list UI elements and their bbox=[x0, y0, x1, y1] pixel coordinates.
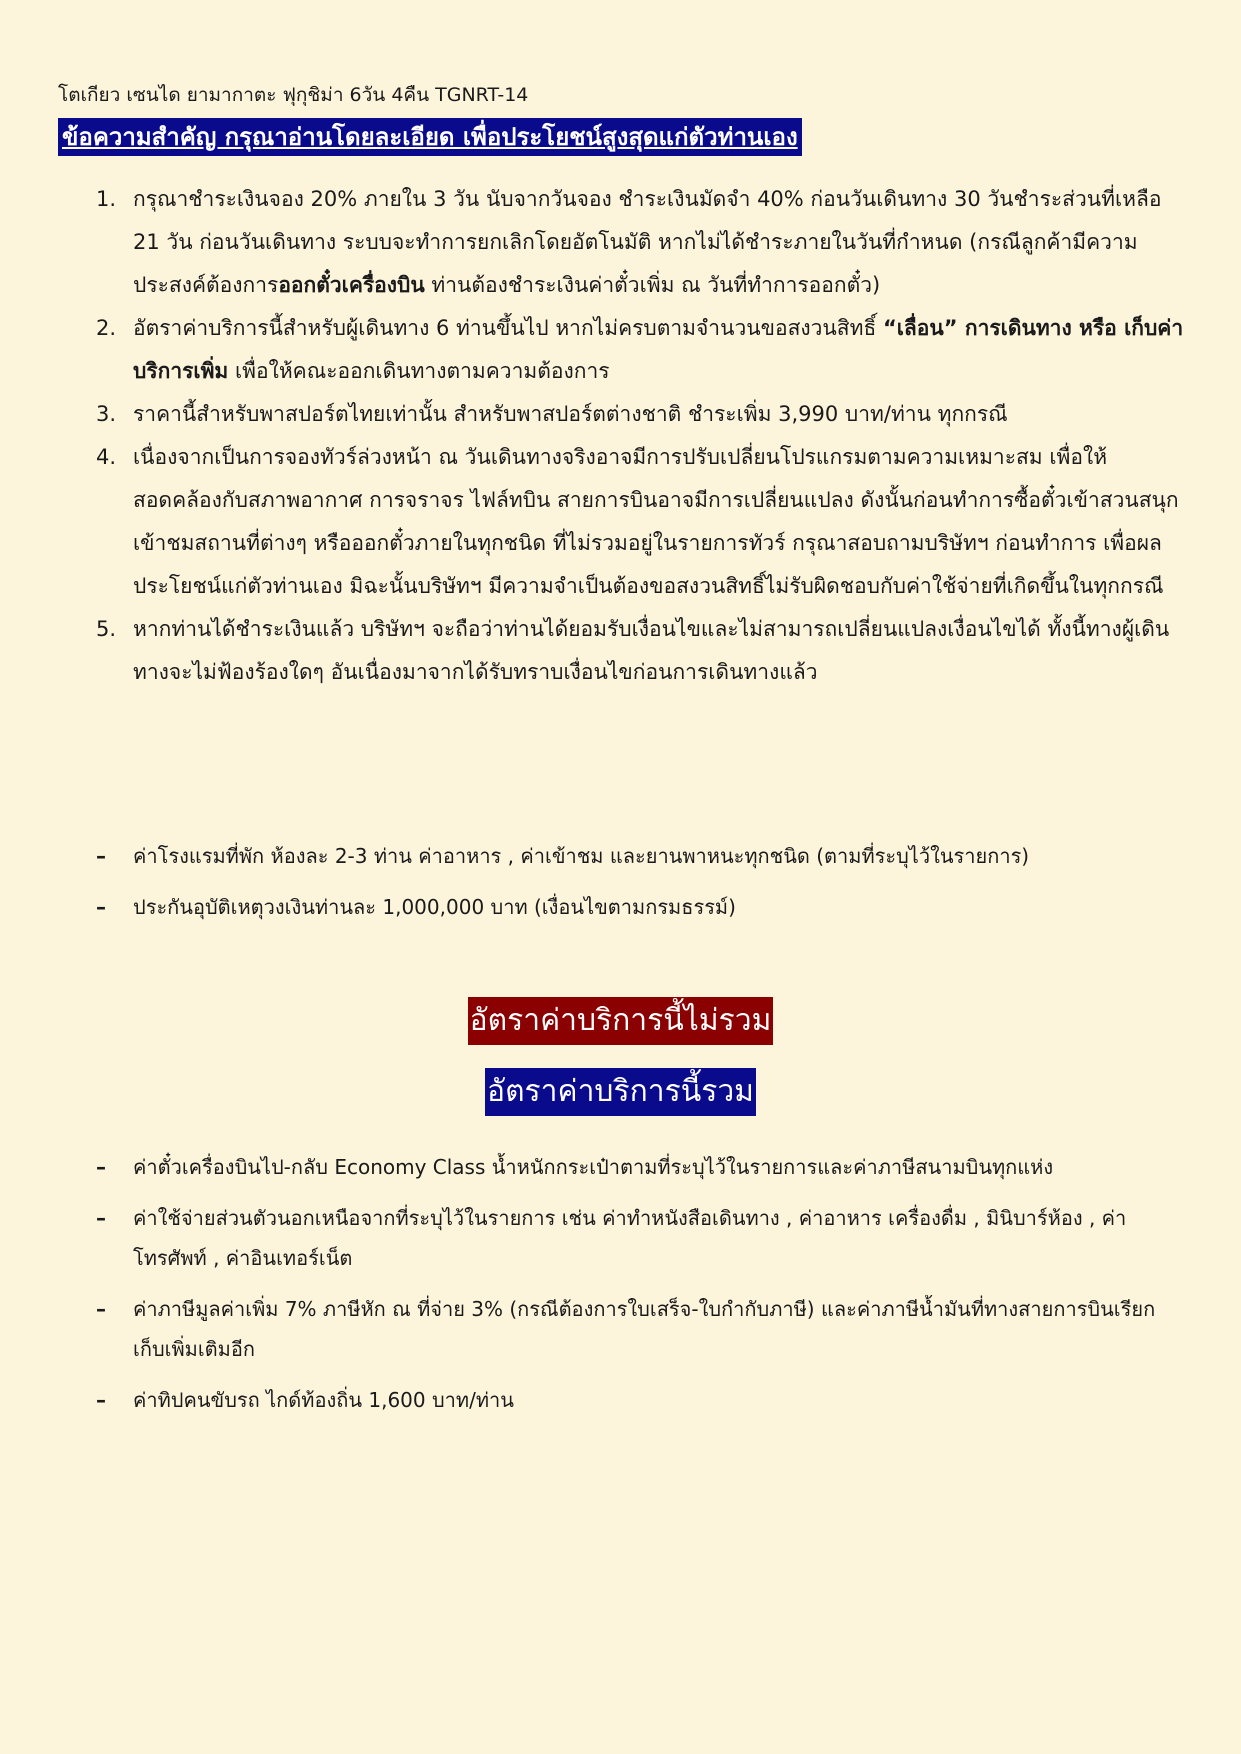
list-item-text: ค่าใช้จ่ายส่วนตัวนอกเหนือจากที่ระบุไว้ในรายการ เช่น ค่าทำหนังสือเดินทาง , ค่าอาหาร เครื่องดื่ม , มินิบาร์ห้อง , ค่าโทรศัพท์ , ค่าอินเทอร์เน็ต bbox=[133, 1206, 1127, 1270]
list-item-text: ค่าโรงแรมที่พัก ห้องละ 2-3 ท่าน ค่าอาหาร , ค่าเข้าชม และยานพาหนะทุกชนิด (ตามที่ระบุไว้ในรายการ) bbox=[133, 844, 1030, 868]
not-included-title: อัตราค่าบริการนี้ไม่รวม bbox=[468, 997, 774, 1045]
notice-bold-text: “เลื่อน” การเดินทาง หรือ เก็บค่าบริการเพิ่ม bbox=[133, 316, 1184, 383]
list-item bbox=[96, 1198, 1186, 1278]
notice-text: ท่านต้องชำระเงินค่าตั๋วเพิ่ม ณ วันที่ทำการออกตั๋ว) bbox=[424, 273, 881, 297]
list-item-text: ค่าภาษีมูลค่าเพิ่ม 7% ภาษีหัก ณ ที่จ่าย 3% (กรณีต้องการใบเสร็จ-ใบกำกับภาษี) และค่าภาษีน้ำมันที่ทางสายการบินเรียกเก็บเพิ่มเติมอีก bbox=[133, 1297, 1156, 1361]
excluded-list bbox=[96, 1147, 1186, 1431]
notice-text: เนื่องจากเป็นการจองทัวร์ล่วงหน้า ณ วันเดินทางจริงอาจมีการปรับเปลี่ยนโปรแกรมตามความเหมาะสม เพื่อให้สอดคล้องกับสภาพอากาศ การจราจร ไฟล์ทบิน สายการบินอาจมีการเปลี่ยนแปลง ดังนั้นก่อนทำการซื้อตั๋วเข้าสวนสนุก เข้าชมสถานที่ต่างๆ หรือออกตั๋วภายในทุกชนิด ที่ไม่รวมอยู่ในรายการทัวร์ กรุณาสอบถามบริษัทฯ ก่อนทำการ เพื่อผลประโยชน์แก่ตัวท่านเอง มิฉะนั้นบริษัทฯ มีความจำเป็นต้องขอสงวนสิทธิ์ไม่รับผิดชอบกับค่าใช้จ่ายที่เกิดขึ้นในทุกกรณี bbox=[133, 445, 1179, 598]
dash-bullet: – bbox=[96, 844, 106, 868]
notice-item-4 bbox=[96, 436, 1186, 608]
notice-text: ราคานี้สำหรับพาสปอร์ตไทยเท่านั้น สำหรับพาสปอร์ตต่างชาติ ชำระเพิ่ม 3,990 บาท/ท่าน ทุกกรณี bbox=[133, 402, 1008, 426]
notice-list bbox=[96, 178, 1186, 694]
included-title-wrap bbox=[0, 1068, 1241, 1116]
notice-item-5 bbox=[96, 608, 1186, 694]
notice-item-3 bbox=[96, 393, 1186, 436]
dash-bullet: – bbox=[96, 1297, 106, 1321]
notice-text: อัตราค่าบริการนี้สำหรับผู้เดินทาง 6 ท่านขึ้นไป หากไม่ครบตามจำนวนขอสงวนสิทธิ์ bbox=[133, 316, 883, 340]
list-item bbox=[96, 887, 1186, 927]
notice-text: เพื่อให้คณะออกเดินทางตามความต้องการ bbox=[228, 359, 610, 383]
dash-bullet: – bbox=[96, 1388, 106, 1412]
list-item-text: ค่าตั๋วเครื่องบินไป-กลับ Economy Class น้ำหนักกระเป๋าตามที่ระบุไว้ในรายการและค่าภาษีสนามบินทุกแห่ง bbox=[133, 1155, 1054, 1179]
dash-bullet: – bbox=[96, 1155, 106, 1179]
notice-bold-text: ออกตั๋วเครื่องบิน bbox=[278, 273, 425, 297]
notice-number: 1. bbox=[96, 187, 117, 211]
list-item bbox=[96, 1289, 1186, 1369]
list-item-text: ค่าทิปคนขับรถ ไกด์ท้องถิ่น 1,600 บาท/ท่าน bbox=[133, 1388, 514, 1412]
list-item bbox=[96, 1147, 1186, 1187]
notice-text: กรุณาชำระเงินจอง 20% ภายใน 3 วัน นับจากวันจอง ชำระเงินมัดจำ 40% ก่อนวันเดินทาง 30 วันชำระส่วนที่เหลือ 21 วัน ก่อนวันเดินทาง ระบบจะทำการยกเลิกโดยอัตโนมัติ หากไม่ได้ชำระภายในวันที่กำหนด (กรณีลูกค้ามีความประสงค์ต้องการ bbox=[133, 187, 1162, 297]
list-item bbox=[96, 836, 1186, 876]
notice-item-1 bbox=[96, 178, 1186, 307]
dash-bullet: – bbox=[96, 1206, 106, 1230]
notice-number: 2. bbox=[96, 316, 117, 340]
dash-bullet: – bbox=[96, 895, 106, 919]
list-item bbox=[96, 1380, 1186, 1420]
notice-number: 4. bbox=[96, 445, 117, 469]
important-notice-heading: ข้อความสำคัญ กรุณาอ่านโดยละเอียด เพื่อประโยชน์สูงสุดแก่ตัวท่านเอง bbox=[58, 118, 802, 156]
notice-text: หากท่านได้ชำระเงินแล้ว บริษัทฯ จะถือว่าท่านได้ยอมรับเงื่อนไขและไม่สามารถเปลี่ยนแปลงเงื่อนไขได้ ทั้งนี้ทางผู้เดินทางจะไม่ฟ้องร้องใดๆ อันเนื่องมาจากได้รับทราบเงื่อนไขก่อนการเดินทางแล้ว bbox=[133, 617, 1170, 684]
included-list bbox=[96, 836, 1186, 938]
included-title: อัตราค่าบริการนี้รวม bbox=[485, 1068, 756, 1116]
not-included-title-wrap bbox=[0, 997, 1241, 1045]
notice-item-2 bbox=[96, 307, 1186, 393]
notice-number: 3. bbox=[96, 402, 117, 426]
list-item-text: ประกันอุบัติเหตุวงเงินท่านละ 1,000,000 บาท (เงื่อนไขตามกรมธรรม์) bbox=[133, 895, 736, 919]
tour-title: โตเกียว เซนได ยามากาตะ ฟุกุชิม่า 6วัน 4คืน TGNRT-14 bbox=[58, 84, 529, 106]
notice-number: 5. bbox=[96, 617, 117, 641]
